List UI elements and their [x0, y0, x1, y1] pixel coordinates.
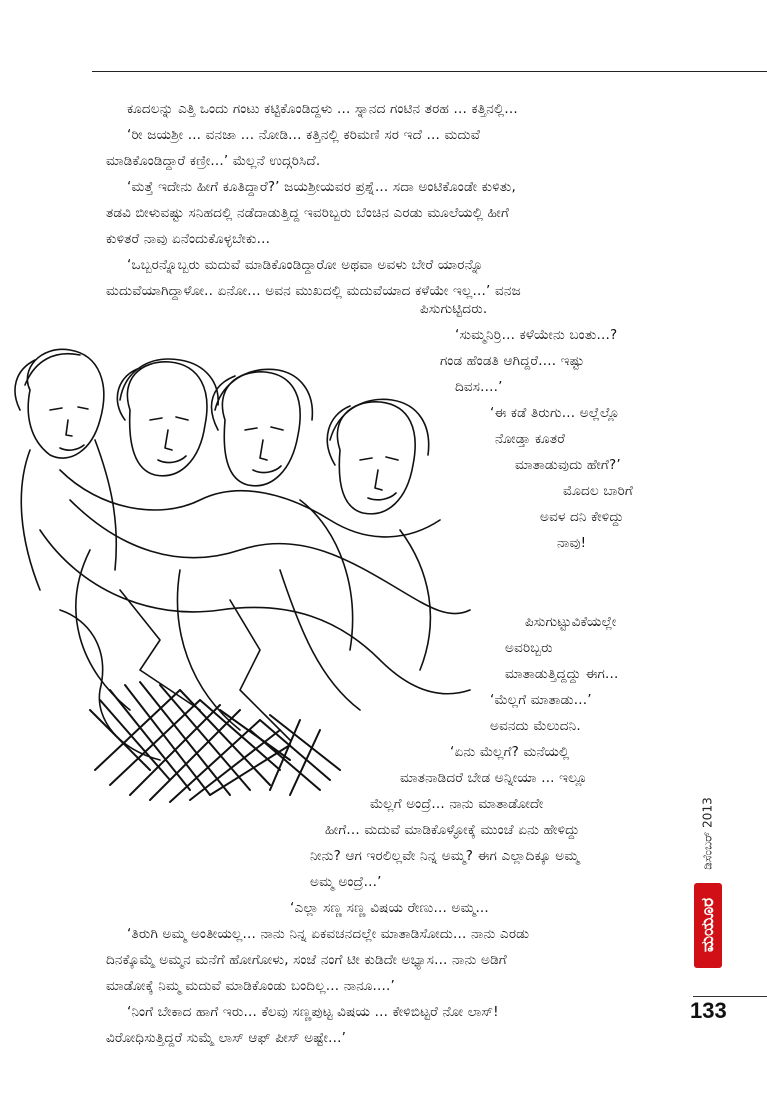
text-line: ದಿನಕ್ಕೊಮ್ಮೆ ಅಮ್ಮನ ಮನೆಗೆ ಹೋಗೋಳು, ಸಂಜೆ ನಂಗೆ ಟೀ ಕುಡಿದೇ ಅಭ್ಯಾಸ... ನಾನು ಅಡಿಗೆ	[106, 952, 507, 968]
text-line: ನಾವು!	[557, 535, 587, 551]
text-line: ಮದುವೆಯಾಗಿದ್ದಾಳೋ.. ಏನೋ... ಅವನ ಮುಖದಲ್ಲಿ ಮದುವೆಯಾದ ಕಳೆಯೇ ಇಲ್ಲ...’ ವನಜ	[106, 283, 521, 299]
issue-date: ಡಿಸೆಂಬರ್ 2013	[700, 797, 715, 870]
text-line: ‘ಸುಮ್ಮನಿರ್ರಿ... ಕಳೆಯೇನು ಬಂತು...?	[455, 327, 618, 343]
text-line: ಗಂಡ ಹೆಂಡತಿ ಆಗಿದ್ದರೆ.... ಇಷ್ಟು	[440, 353, 585, 369]
side-masthead	[694, 788, 722, 988]
text-line: ‘ಎಲ್ಲಾ ಸಣ್ಣ ಸಣ್ಣ ವಿಷಯ ರೇಣು... ಅಮ್ಮ...	[290, 900, 489, 916]
text-line: ‘ಏನು ಮೆಲ್ಲಗೆ? ಮನೆಯಲ್ಲಿ	[450, 744, 570, 760]
text-line: ಹೀಗೆ... ಮದುವೆ ಮಾಡಿಕೊಳ್ಳೋಕ್ಕೆ ಮುಂಚೆ ಏನು ಹೇಳಿದ್ದು	[325, 822, 580, 838]
text-line: ‘ಈ ಕಡೆ ತಿರುಗು... ಅಲ್ಲೆಲ್ಲೊ	[490, 405, 620, 421]
text-line: ಮೆಲ್ಲಗೆ ಅಂದ್ರೆ... ನಾನು ಮಾತಾಡೋದೇ	[370, 796, 544, 812]
text-line: ಅಮ್ಮ ಅಂದ್ರೆ...’	[310, 874, 382, 890]
text-line: ಅವರಿಬ್ಬರು	[505, 640, 553, 656]
text-line: ‘ನಿಂಗೆ ಬೇಕಾದ ಹಾಗೆ ಇರು... ಕೆಲವು ಸಣ್ಣಪುಟ್ಟ ವಿಷಯ ... ಕೇಳಿಬಿಟ್ಟರೆ ನೋ ಲಾಸ್!	[127, 1004, 499, 1020]
text-line: ತಡವಿ ಬೀಳುವಷ್ಟು ಸನಿಹದಲ್ಲಿ ನಡೆದಾಡುತ್ತಿದ್ದ ಇವರಿಬ್ಬರು ಬೆಂಚಿನ ಎರಡು ಮೂಲೆಯಲ್ಲಿ ಹೀಗೆ	[106, 205, 510, 221]
text-line: ಮಾಡೋಕ್ಕೆ ನಿಮ್ಮ ಮದುವೆ ಮಾಡಿಕೊಂಡು ಬಂದಿಲ್ಲ... ನಾನೂ....’	[106, 978, 395, 994]
text-line: ಪಿಸುಗುಟ್ಟಿದರು.	[420, 301, 488, 317]
text-line: ‘ಒಬ್ಬರನ್ನೊಬ್ಬರು ಮದುವೆ ಮಾಡಿಕೊಂಡಿದ್ದಾರೋ ಅಥವಾ ಅವಳು ಬೇರೆ ಯಾರನ್ನೊ	[127, 257, 484, 273]
text-line: ಅವನದು ಮೆಲುದನಿ.	[490, 718, 581, 734]
text-line: ಮಾತನಾಡಿದರೆ ಬೇಡ ಅನ್ನೀಯಾ ... ಇಲ್ಲೂ	[400, 770, 588, 786]
text-line: ಅವಳ ದನಿ ಕೇಳಿದ್ದು	[540, 509, 624, 525]
text-line: ‘ರೀ ಜಯಶ್ರೀ ... ವನಜಾ ... ನೋಡಿ... ಕತ್ತಿನಲ್ಲಿ ಕರಿಮಣಿ ಸರ ಇದೆ ... ಮದುವೆ	[127, 127, 481, 143]
magazine-name: ಮಯೂರ	[698, 897, 718, 953]
text-line: ‘ತಿರುಗಿ ಅಮ್ಮ ಅಂತೀಯಲ್ಲ... ನಾನು ನಿನ್ನ ಏಕವಚನದಲ್ಲೇ ಮಾತಾಡಿಸೋದು... ನಾನು ಎರಡು	[127, 926, 530, 942]
text-line: ಪಿಸುಗುಟ್ಟುವಿಕೆಯಲ್ಲೇ	[525, 614, 617, 630]
text-line: ‘ಮತ್ತೆ ಇದೇನು ಹೀಗೆ ಕೂತಿದ್ದಾರೆ?’ ಜಯಶ್ರೀಯವರ ಪ್ರಶ್ನೆ... ಸದಾ ಅಂಟಿಕೊಂಡೇ ಕುಳಿತು,	[127, 179, 516, 195]
page-number-rule	[693, 996, 767, 997]
text-line: ಮಾತಾಡುತ್ತಿದ್ದದ್ದು ಈಗ...	[505, 666, 619, 682]
text-line: ನೋಡ್ತಾ ಕೂತರೆ	[495, 431, 566, 447]
text-line: ಮಾತಾಡುವುದು ಹೇಗೆ?’	[515, 457, 621, 473]
text-line: ‘ಮೆಲ್ಲಗೆ ಮಾತಾಡು...’	[490, 692, 592, 708]
text-line: ಕೂದಲನ್ನು ಎತ್ತಿ ಒಂದು ಗಂಟು ಕಟ್ಟಿಕೊಂಡಿದ್ದಳು ... ಸ್ನಾನದ ಗಂಟಿನ ತರಹ ... ಕತ್ತಿನಲ್ಲಿ...	[127, 101, 518, 117]
text-line: ಕುಳಿತರೆ ನಾವು ಏನೆಂದುಕೊಳ್ಳಬೇಕು...	[106, 231, 271, 247]
magazine-name-badge	[694, 883, 722, 968]
text-line: ನೀನು? ಆಗ ಇರಲಿಲ್ಲವೇ ನಿನ್ನ ಅಮ್ಮ? ಈಗ ಎಲ್ಲಾದಿಕ್ಕೂ ಅಮ್ಮ	[310, 848, 580, 864]
page-number: 133	[690, 998, 727, 1023]
text-line: ವಿರೋಧಿಸುತ್ತಿದ್ದರೆ ಸುಮ್ಮೆ ಲಾಸ್ ಆಫ್ ಪೀಸ್ ಅಷ್ಟೇ...’	[106, 1030, 347, 1046]
text-line: ದಿವಸ....’	[455, 379, 503, 395]
text-line: ಮಾಡಿಕೊಂಡಿದ್ದಾರೆ ಕಣ್ರೀ...’ ಮೆಲ್ಲನೆ ಉದ್ಗರಿಸಿದೆ.	[106, 153, 321, 169]
top-rule	[92, 71, 767, 72]
sketch-illustration	[0, 290, 520, 850]
text-line: ಮೊದಲ ಬಾರಿಗೆ	[563, 483, 633, 499]
